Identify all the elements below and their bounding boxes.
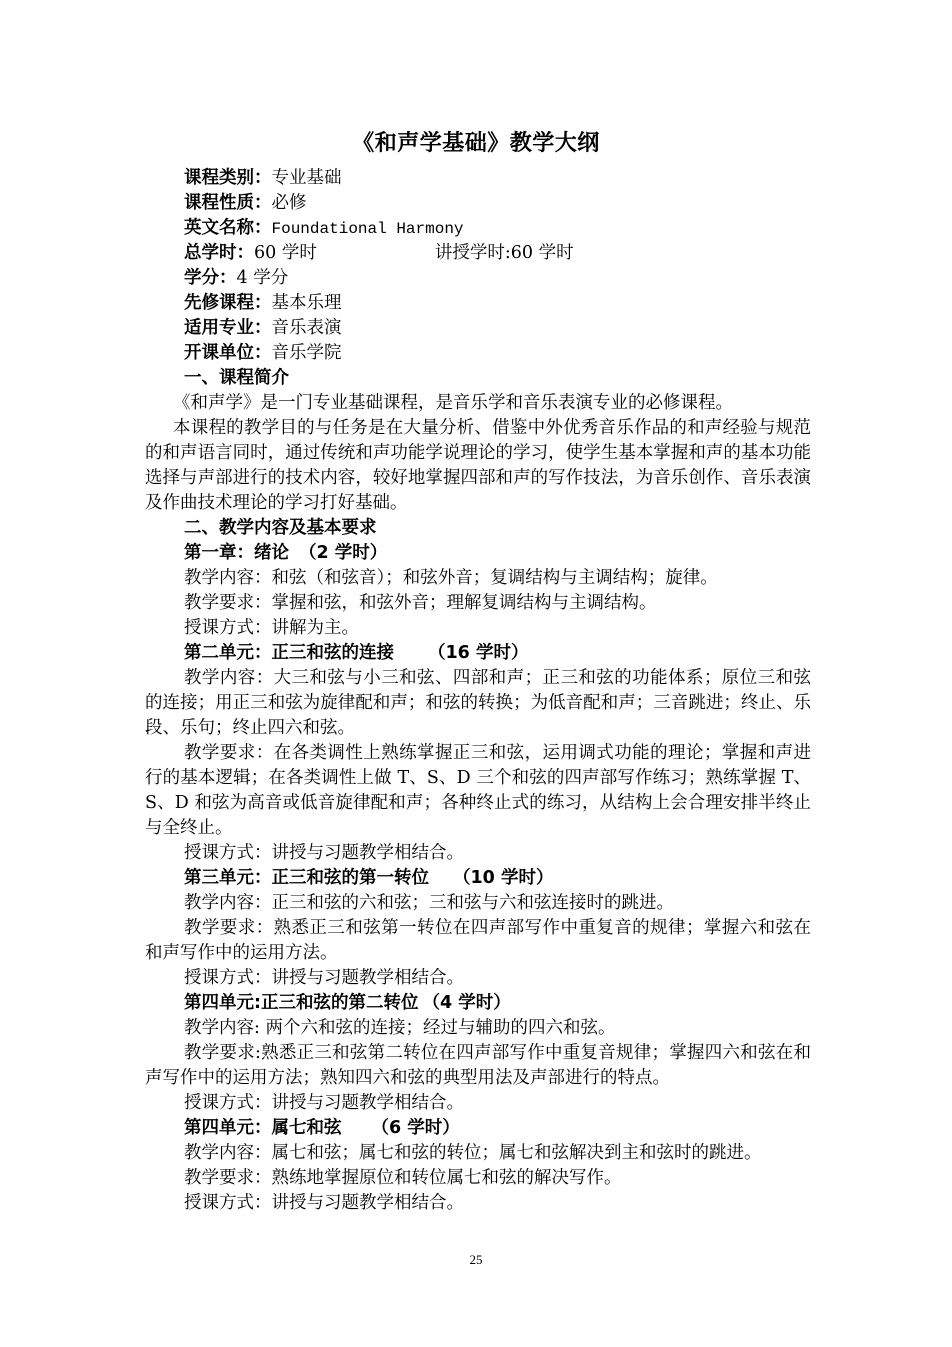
chapter-1-heading: 第一章：绪论 （2 学时） <box>184 543 388 563</box>
meta-unit: 开课单位：音乐学院 <box>184 343 342 363</box>
chapter-5-method: 授课方式：讲授与习题教学相结合。 <box>184 1193 464 1213</box>
meta-nature: 课程性质：必修 <box>184 193 307 213</box>
meta-credit: 学分：4 学分 <box>184 268 289 288</box>
chapter-5-heading: 第四单元：属七和弦 （6 学时） <box>184 1118 460 1138</box>
chapter-2-requirement: 教学要求：在各类调性上熟练掌握正三和弦，运用调式功能的理论；掌握和声进行的基本逻辑；在各类调性上做 T、S、D 三个和弦的四声部写作练习；熟练掌握 T、S、D 和弦为高音或低音旋律配和声；各种终止式的练习，从结构上会合理安排半终止与全终止。 <box>145 743 811 838</box>
section-heading-intro: 一、课程简介 <box>184 368 289 388</box>
chapter-5-content: 教学内容：属七和弦；属七和弦的转位；属七和弦解决到主和弦时的跳进。 <box>184 1143 762 1163</box>
chapter-2-content: 教学内容：大三和弦与小三和弦、四部和声；正三和弦的功能体系；原位三和弦的连接；用正三和弦为旋律配和声；和弦的转换；为低音配和声；三音跳进；终止、乐段、乐句；终止四六和弦。 <box>145 668 811 738</box>
intro-paragraph-2: 本课程的教学目的与任务是在大量分析、借鉴中外优秀音乐作品的和声经验与规范的和声语言同时，通过传统和声功能学说理论的学习，使学生基本掌握和声的基本功能选择与声部进行的技术内容，较好地掌握四部和声的写作技法，为音乐创作、音乐表演及作曲技术理论的学习打好基础。 <box>145 418 811 513</box>
page-number: 25 <box>469 1252 483 1267</box>
meta-hours: 总学时：60 学时 讲授学时:60 学时 <box>184 243 574 263</box>
chapter-1-method: 授课方式：讲解为主。 <box>184 618 359 638</box>
chapter-4-heading: 第四单元:正三和弦的第二转位 （4 学时） <box>184 993 511 1013</box>
intro-paragraph-1: 《和声学》是一门专业基础课程，是音乐学和音乐表演专业的必修课程。 <box>173 393 733 413</box>
chapter-4-content: 教学内容: 两个六和弦的连接；经过与辅助的四六和弦。 <box>184 1018 616 1038</box>
meta-category: 课程类别：专业基础 <box>184 168 342 188</box>
chapter-5-requirement: 教学要求：熟练地掌握原位和转位属七和弦的解决写作。 <box>184 1168 622 1188</box>
meta-prereq: 先修课程：基本乐理 <box>184 293 342 313</box>
chapter-3-method: 授课方式：讲授与习题教学相结合。 <box>184 968 464 988</box>
document-body <box>145 166 811 1216</box>
chapter-3-content: 教学内容：正三和弦的六和弦；三和弦与六和弦连接时的跳进。 <box>184 893 674 913</box>
section-heading-content: 二、教学内容及基本要求 <box>184 518 377 538</box>
document-title: 《和声学基础》教学大纲 <box>352 131 600 156</box>
meta-major: 适用专业：音乐表演 <box>184 318 342 338</box>
meta-english-name: 英文名称：Foundational Harmony <box>184 218 464 238</box>
chapter-4-method: 授课方式：讲授与习题教学相结合。 <box>184 1093 464 1113</box>
chapter-3-heading: 第三单元：正三和弦的第一转位 （10 学时） <box>184 868 554 888</box>
chapter-1-requirement: 教学要求：掌握和弦，和弦外音；理解复调结构与主调结构。 <box>184 593 657 613</box>
chapter-2-heading: 第二单元：正三和弦的连接 （16 学时） <box>184 643 529 663</box>
chapter-3-requirement: 教学要求：熟悉正三和弦第一转位在四声部写作中重复音的规律；掌握六和弦在和声写作中的运用方法。 <box>145 918 811 963</box>
chapter-4-requirement: 教学要求:熟悉正三和弦第二转位在四声部写作中重复音规律；掌握四六和弦在和声写作中的运用方法；熟知四六和弦的典型用法及声部进行的特点。 <box>145 1043 811 1088</box>
chapter-2-method: 授课方式：讲授与习题教学相结合。 <box>184 843 464 863</box>
chapter-1-content: 教学内容：和弦（和弦音）；和弦外音；复调结构与主调结构；旋律。 <box>184 568 718 588</box>
